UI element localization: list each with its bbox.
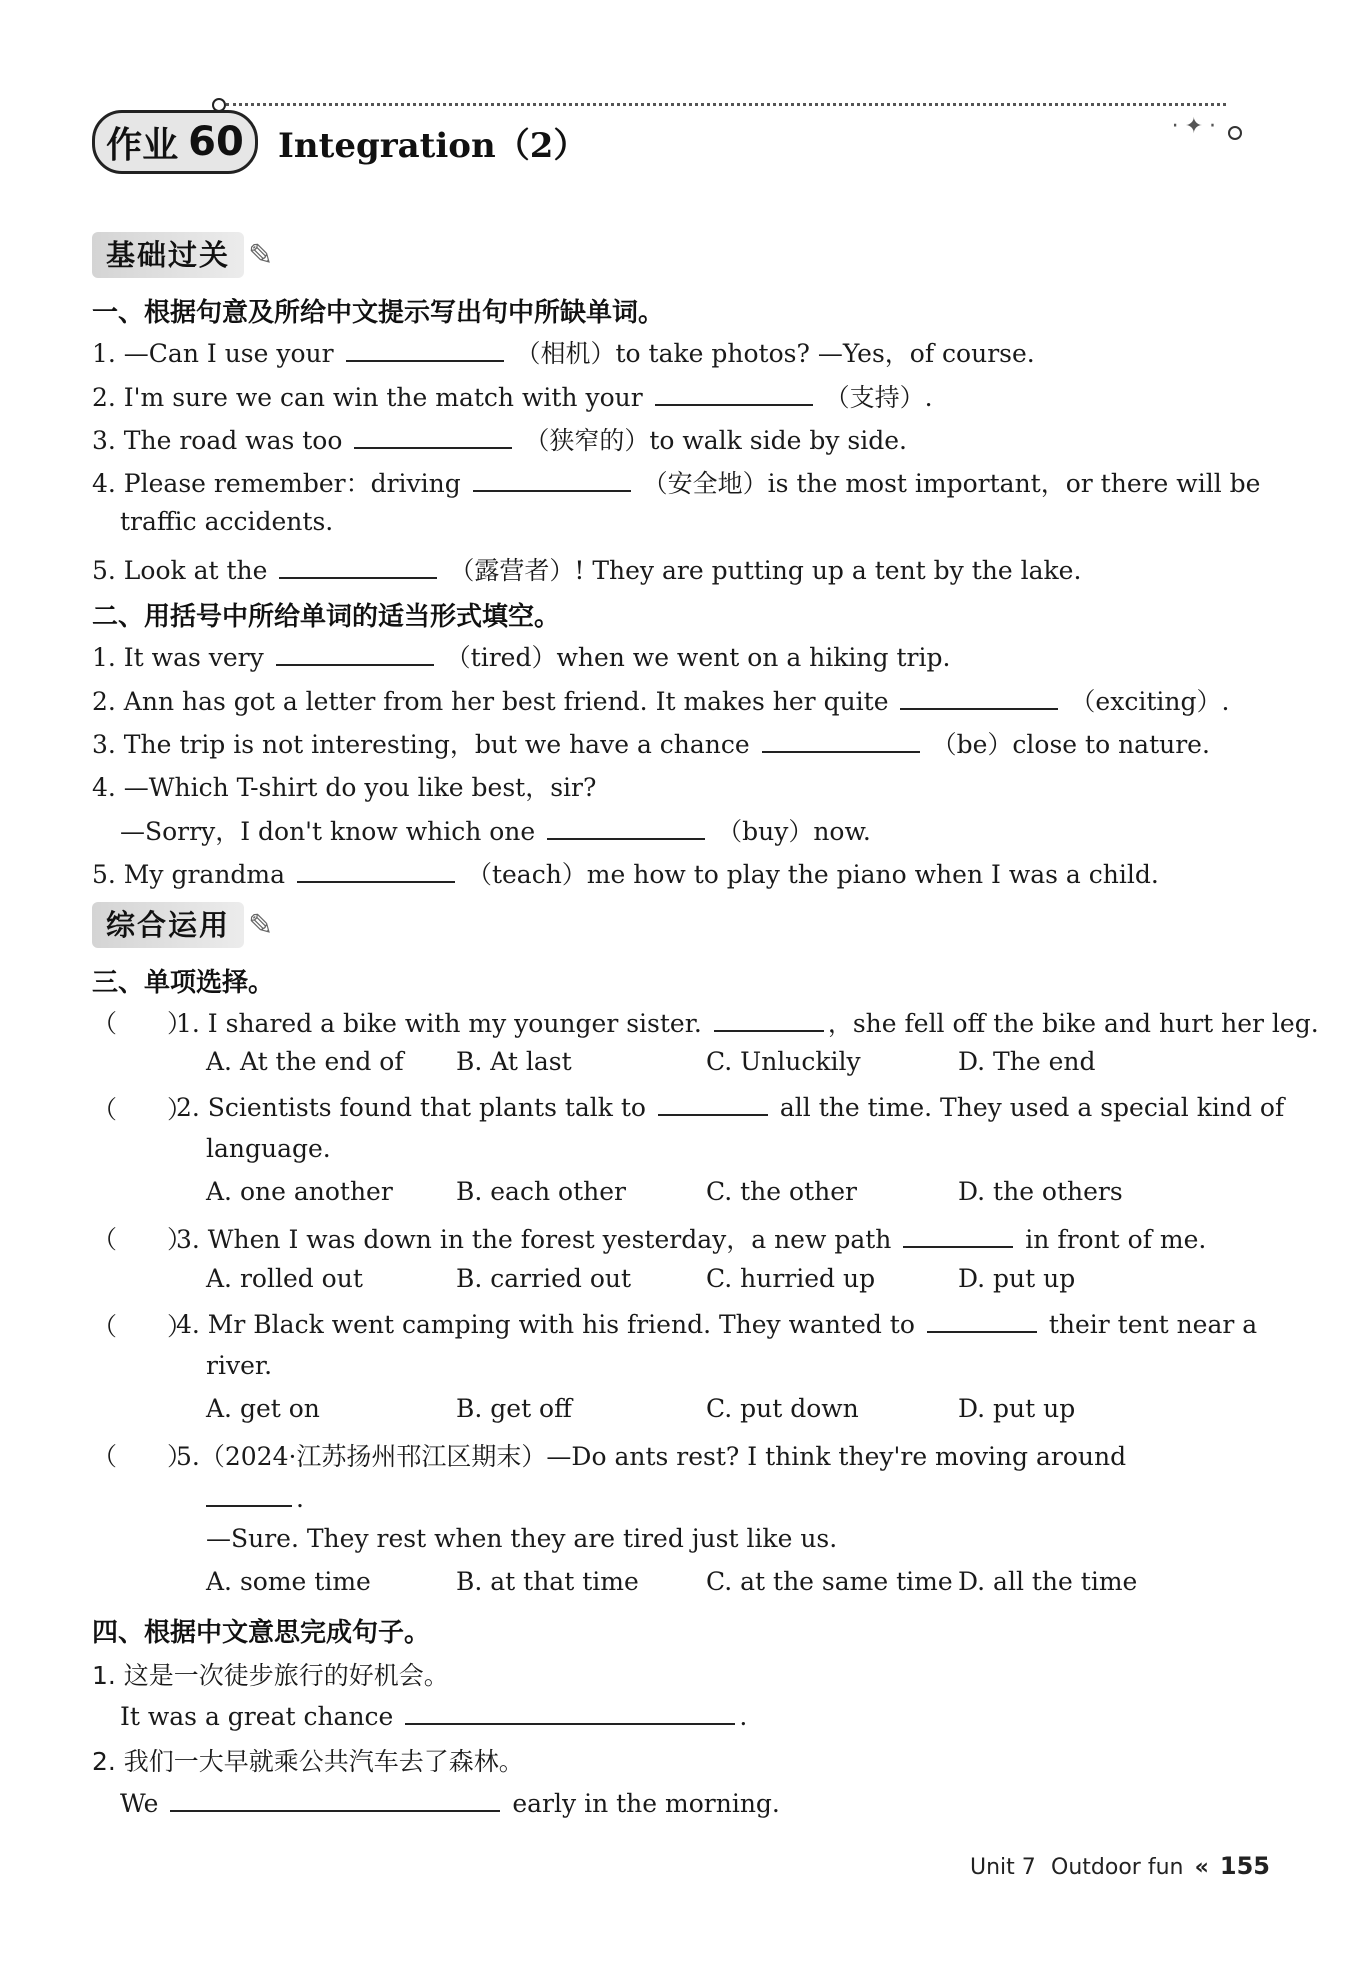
question-text: all the time. They used a special kind of [779,1093,1285,1122]
section-banner-applied [92,902,292,954]
question-text: （be）close to nature. [931,730,1210,759]
question-text: （露营者）! They are putting up a tent by the lake. [449,556,1082,585]
part2-question-4-reply [120,812,871,848]
option-a: A. At the end of [206,1047,404,1076]
part3-question-5: 5.（2024·江苏扬州邗江区期末）—Do ants rest? I think they're moving around [176,1442,1127,1471]
question-text: 1. —Can I use your [92,339,334,368]
option-d: D. put up [958,1264,1076,1293]
worksheet-header [92,96,1252,176]
question-text: 4. Mr Black went camping with his friend. They wanted to [176,1310,915,1339]
question-text: （支持）. [824,383,933,412]
question-text: their tent near a [1048,1310,1258,1339]
option-c: C. the other [706,1177,857,1206]
answer-blank[interactable] [276,640,434,666]
question-text: （安全地）is the most important，or there will be [642,469,1261,498]
part4-question-2-chinese: 2. 我们一大早就乘公共汽车去了森林。 [92,1747,524,1776]
option-c: C. at the same time [706,1567,953,1596]
part3-question-2 [176,1090,1284,1122]
page-footer [970,1852,1270,1880]
question-text: . [739,1702,748,1731]
part2-question-5 [92,855,1159,891]
answer-blank [714,1006,824,1032]
answer-blank[interactable] [170,1786,500,1812]
section-banner-basic [92,232,292,284]
question-text: We [120,1789,159,1818]
question-text: 3. When I was down in the forest yesterday，a new path [176,1225,892,1254]
badge-number: 60 [188,119,244,165]
answer-blank [206,1481,292,1507]
part2-question-3 [92,725,1210,761]
part3-question-1 [176,1004,1319,1040]
option-b: B. at that time [456,1567,639,1596]
option-b: B. carried out [456,1264,632,1293]
option-d: D. put up [958,1394,1076,1423]
question-text: 2. I'm sure we can win the match with your [92,383,643,412]
question-text: early in the morning. [512,1789,780,1818]
option-a: A. some time [206,1567,371,1596]
option-d: D. The end [958,1047,1096,1076]
part3-question-4 [176,1307,1257,1339]
pencil-icon: ✎ [248,238,274,273]
question-text: 5. My grandma [92,860,286,889]
answer-bracket[interactable]: （ ） [92,1095,193,1124]
answer-bracket[interactable]: （ ） [92,1312,193,1341]
answer-blank [903,1222,1013,1248]
answer-blank[interactable] [354,423,512,449]
part4-question-1-chinese: 1. 这是一次徒步旅行的好机会。 [92,1661,449,1690]
double-chevron-left-icon: « [1194,1855,1209,1880]
answer-blank [927,1307,1037,1333]
part2-question-1 [92,638,950,674]
question-text: . [296,1484,304,1513]
answer-blank[interactable] [547,814,705,840]
part3-question-2-continued: language. [206,1134,331,1163]
answer-bracket[interactable]: （ ） [92,1225,193,1254]
part1-question-2 [92,378,933,414]
option-c: C. hurried up [706,1264,876,1293]
question-text: （tired）when we went on a hiking trip. [445,643,951,672]
page-title: Integration（2） [278,126,588,166]
option-b: B. each other [456,1177,626,1206]
question-text: in front of me. [1025,1225,1207,1254]
option-a: A. get on [206,1394,320,1423]
option-d: D. all the time [958,1567,1138,1596]
question-text: （狭窄的）to walk side by side. [524,426,907,455]
question-text: It was a great chance [120,1702,394,1731]
question-text: ，she fell off the bike and hurt her leg. [827,1009,1319,1038]
part4-question-2 [120,1786,780,1818]
option-d: D. the others [958,1177,1123,1206]
question-text: 2. Ann has got a letter from her best friend. It makes her quite [92,687,889,716]
question-text: 3. The trip is not interesting，but we have a chance [92,730,750,759]
option-a: A. one another [206,1177,393,1206]
question-text: 4. Please remember：driving [92,469,461,498]
answer-bracket[interactable]: （ ） [92,1009,193,1038]
answer-blank[interactable] [297,857,455,883]
answer-blank[interactable] [762,727,920,753]
page-number: 155 [1219,1852,1270,1880]
footer-unit: Unit 7 [969,1855,1036,1880]
part2-question-4: 4. —Which T-shirt do you like best，sir? [92,773,597,802]
part4-heading: 四、根据中文意思完成句子。 [92,1618,431,1648]
answer-blank [658,1090,768,1116]
answer-bracket[interactable]: （ ） [92,1442,193,1471]
part1-heading: 一、根据句意及所给中文提示写出句中所缺单词。 [92,298,665,328]
section-banner-label: 综合运用 [92,902,244,948]
part1-question-3 [92,421,907,457]
question-text: （teach）me how to play the piano when I was a child. [466,860,1159,889]
sparkle-icon: ·✦· [1171,114,1222,139]
answer-blank[interactable] [346,336,504,362]
homework-badge [92,110,258,174]
badge-label: 作业 [106,124,179,166]
part1-question-1 [92,334,1035,370]
question-text: 5. Look at the [92,556,268,585]
header-end-dot-icon [1228,126,1242,140]
question-text: 2. Scientists found that plants talk to [176,1093,646,1122]
part2-heading: 二、用括号中所给单词的适当形式填空。 [92,602,561,632]
question-text: 3. The road was too [92,426,343,455]
question-text: （exciting）. [1070,687,1230,716]
answer-blank[interactable] [405,1699,735,1725]
option-c: C. put down [706,1394,859,1423]
part3-question-4-continued: river. [206,1351,273,1380]
part1-question-4-continued: traffic accidents. [120,507,334,536]
part3-question-5-reply: —Sure. They rest when they are tired just like us. [206,1524,838,1553]
question-text: 1. It was very [92,643,264,672]
part1-question-5 [92,551,1081,587]
pencil-icon: ✎ [248,908,274,943]
part3-question-5-continued [206,1481,304,1513]
part3-heading: 三、单项选择。 [92,968,275,998]
option-b: B. At last [456,1047,572,1076]
part3-question-3 [176,1220,1206,1256]
question-text: （buy）now. [717,817,871,846]
header-divider [226,103,1226,106]
part2-question-2 [92,682,1229,718]
footer-title: Outdoor fun [1051,1855,1184,1880]
answer-blank[interactable] [279,553,437,579]
section-banner-label: 基础过关 [92,232,244,278]
answer-blank[interactable] [473,466,631,492]
option-c: C. Unluckily [706,1047,861,1076]
option-b: B. get off [456,1394,572,1423]
question-text: 1. I shared a bike with my younger sister. [176,1009,702,1038]
option-a: A. rolled out [206,1264,363,1293]
answer-blank[interactable] [655,380,813,406]
question-text: （相机）to take photos? —Yes，of course. [515,339,1035,368]
answer-blank[interactable] [900,684,1058,710]
part4-question-1 [120,1699,747,1731]
part1-question-4 [92,464,1260,500]
question-text: —Sorry，I don't know which one [120,817,536,846]
